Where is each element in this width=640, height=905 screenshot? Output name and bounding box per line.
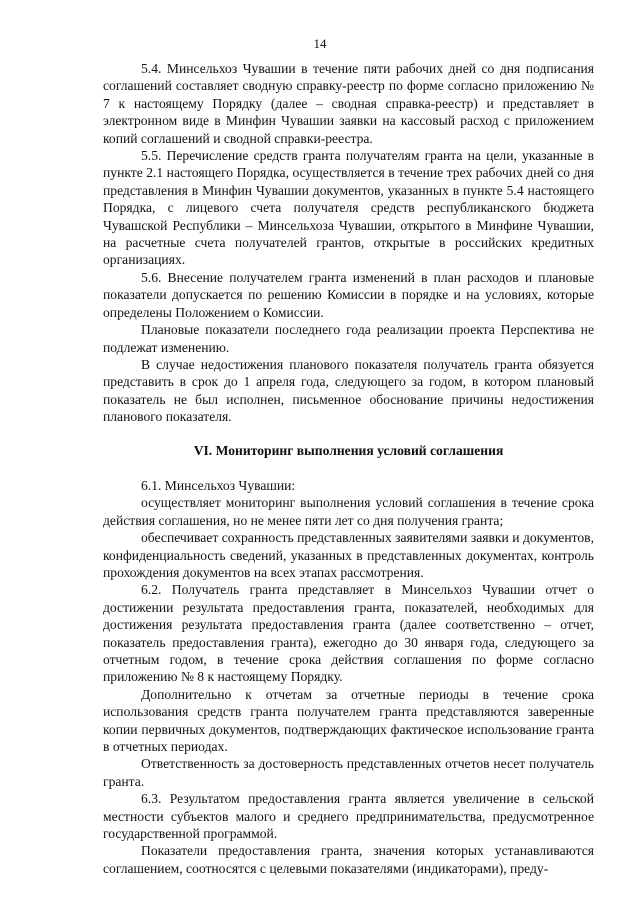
paragraph: 6.2. Получатель гранта представляет в Минсельхоз Чувашии отчет о достижении результата предоставления гранта, показателей, необходимых для достижения результата предоставления гранта (далее соответственно – отчет, показатель предоставления гранта), ежегодно до 30 января года, следующего за отчетным годом, в течение срока действия соглашения по форме согласно приложению № 8 к настоящему Порядку. [103,582,594,685]
paragraph: 5.4. Минсельхоз Чувашии в течение пяти рабочих дней со дня подписания соглашений составляет сводную справку-реестр по форме согласно приложению № 7 к настоящему Порядку (далее – сводная справка-реестр) и представляет в электронном виде в Минфин Чувашии заявки на кассовый расход с приложением копий соглашений и сводной справки-реестра. [103,61,594,146]
paragraph: В случае недостижения планового показателя получатель гранта обязуется представить в срок до 1 апреля года, следующего за годом, в котором плановый показатель не был исполнен, письменное обоснование причины недостижения планового показателя. [103,356,594,425]
paragraph: Ответственность за достоверность представленных отчетов несет получатель гранта. [103,756,594,789]
paragraph: 5.5. Перечисление средств гранта получателям гранта на цели, указанные в пункте 2.1 настоящего Порядка, осуществляется в течение трех рабочих дней со дня представления в Минфин Чувашии документов, указанных в пункте 5.4 настоящего Порядка, с лицевого счета получателя средств республиканского бюджета Чувашской Республики – Минсельхоза Чувашии, открытого в Минфине Чувашии, на расчетные счета получателей грантов, открытые в российских кредитных организациях. [103,148,594,268]
document-body [103,60,594,877]
paragraph: 5.6. Внесение получателем гранта изменений в план расходов и плановые показатели допускается по решению Комиссии в порядке и на условиях, которые определены Положением о Комиссии. [103,269,594,320]
paragraph: Плановые показатели последнего года реализации проекта Перспектива не подлежат изменению. [103,322,594,355]
paragraph: Дополнительно к отчетам за отчетные периоды в течение срока использования средств гранта получателем гранта представляются заверенные копии первичных документов, подтверждающих фактическое использование гранта в отчетных периодах. [103,686,594,755]
page-number: 14 [313,36,327,51]
paragraph: осуществляет мониторинг выполнения условий соглашения в течение срока действия соглашения, но не менее пяти лет со дня получения гранта; [103,495,594,528]
paragraph: обеспечивает сохранность представленных заявителями заявки и документов, конфиденциальность сведений, указанных в представленных документах, контроль прохождения документов на всех этапах рассмотрения. [103,530,594,580]
paragraph: Показатели предоставления гранта, значения которых устанавливаются соглашением, соотносятся с целевыми показателями (индикаторами), преду- [103,843,594,876]
paragraph: 6.1. Минсельхоз Чувашии: [141,477,296,493]
section-heading: VI. Мониторинг выполнения условий соглашения [193,442,504,458]
paragraph: 6.3. Результатом предоставления гранта является увеличение в сельской местности субъектов малого и среднего предпринимательства, предусмотренное государственной программой. [103,791,594,842]
